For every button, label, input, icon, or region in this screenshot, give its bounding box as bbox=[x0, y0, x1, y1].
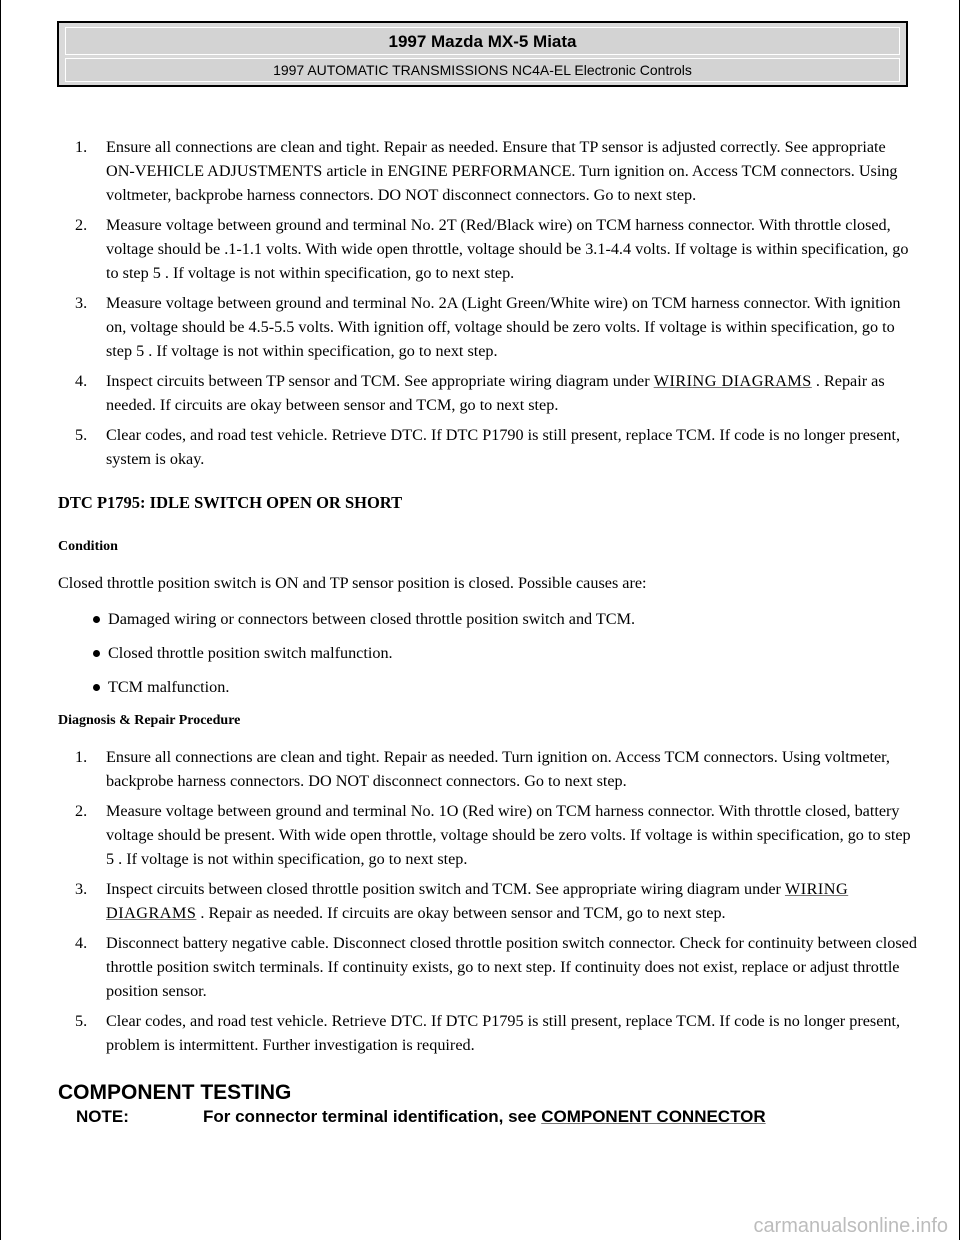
document-header bbox=[57, 21, 908, 87]
step-text: Disconnect battery negative cable. Disconnect closed throttle position switch connector. Check for continuity between closed throttle position switch terminals. If continuity exists, go to next step. If continuity does not exist, replace or adjust throttle position sensor. bbox=[106, 934, 917, 1000]
step-number: 2. bbox=[75, 216, 88, 234]
step-number: 4. bbox=[75, 934, 88, 952]
wiring-diagrams-link[interactable]: WIRING DIAGRAMS bbox=[106, 880, 849, 922]
note-box bbox=[58, 1105, 918, 1129]
list-item bbox=[58, 369, 918, 417]
step-text: Measure voltage between ground and terminal No. 2T (Red/Black wire) on TCM harness connector. With throttle closed, voltage should be .1-1.1 volts. With wide open throttle, voltage should be 3.1-4.4 volts. If voltage is within specification, go to step 5 . If voltage is not within specification, go to next step. bbox=[106, 216, 909, 282]
watermark-text: carmanualsonline.info bbox=[753, 1215, 948, 1237]
cause-text: Closed throttle position switch malfunction. bbox=[108, 644, 393, 662]
step-number: 3. bbox=[75, 880, 88, 898]
step-text: Clear codes, and road test vehicle. Retrieve DTC. If DTC P1795 is still present, replace TCM. If code is no longer present, problem is intermittent. Further investigation is required. bbox=[106, 1012, 901, 1054]
note-text: For connector terminal identification, see bbox=[203, 1107, 542, 1126]
list-item bbox=[58, 799, 918, 871]
component-connector-link[interactable]: COMPONENT CONNECTOR bbox=[541, 1107, 766, 1126]
step-number: 1. bbox=[75, 138, 88, 156]
note-label: NOTE: bbox=[76, 1107, 129, 1126]
bullet-icon bbox=[93, 650, 100, 657]
step-text: . Repair as needed. If circuits are okay between sensor and TCM, go to next step. bbox=[106, 372, 885, 414]
procedure-list-a bbox=[58, 135, 918, 471]
wiring-diagrams-link[interactable]: WIRING DIAGRAMS bbox=[653, 372, 812, 390]
step-number: 5. bbox=[75, 1012, 88, 1030]
step-text: Measure voltage between ground and terminal No. 2A (Light Green/White wire) on TCM harness connector. With ignition on, voltage should be 4.5-5.5 volts. With ignition off, voltage should be zero volts. If voltage is within specification, go to step 5 . If voltage is not within specification, go to next step. bbox=[106, 294, 901, 360]
step-text: . Repair as needed. If circuits are okay between sensor and TCM, go to next step. bbox=[196, 904, 726, 922]
step-number: 3. bbox=[75, 294, 88, 312]
header-subtitle: 1997 AUTOMATIC TRANSMISSIONS NC4A-EL Electronic Controls bbox=[65, 58, 900, 82]
list-item bbox=[58, 931, 918, 1003]
cause-text: Damaged wiring or connectors between closed throttle position switch and TCM. bbox=[108, 610, 636, 628]
dtc-heading: DTC P1795: IDLE SWITCH OPEN OR SHORT bbox=[58, 493, 403, 512]
step-text: Inspect circuits between closed throttle position switch and TCM. See appropriate wiring diagram under bbox=[106, 880, 785, 898]
document-body bbox=[58, 135, 918, 1107]
list-item bbox=[58, 607, 918, 631]
step-number: 4. bbox=[75, 372, 88, 390]
list-item bbox=[58, 135, 918, 207]
list-item bbox=[58, 675, 918, 699]
step-text: Clear codes, and road test vehicle. Retrieve DTC. If DTC P1790 is still present, replace TCM. If code is no longer present, system is okay. bbox=[106, 426, 901, 468]
list-item bbox=[58, 641, 918, 665]
step-number: 1. bbox=[75, 748, 88, 766]
header-title: 1997 Mazda MX-5 Miata bbox=[65, 27, 900, 55]
list-item bbox=[58, 877, 918, 925]
step-number: 5. bbox=[75, 426, 88, 444]
procedure-list-b bbox=[58, 745, 918, 1057]
step-text: Inspect circuits between TP sensor and TCM. See appropriate wiring diagram under bbox=[106, 372, 654, 390]
list-item bbox=[58, 1009, 918, 1057]
bullet-icon bbox=[93, 684, 100, 691]
cause-text: TCM malfunction. bbox=[108, 678, 230, 696]
diagnosis-heading: Diagnosis & Repair Procedure bbox=[58, 713, 241, 728]
step-text: Ensure all connections are clean and tight. Repair as needed. Turn ignition on. Access TCM connectors. Using voltmeter, backprobe harness connectors. DO NOT disconnect connectors. Go to next step. bbox=[106, 748, 890, 790]
step-text: Ensure all connections are clean and tight. Repair as needed. Ensure that TP sensor is adjusted correctly. See appropriate ON-VEHICLE ADJUSTMENTS article in ENGINE PERFORMANCE. Turn ignition on. Access TCM connectors. Using voltmeter, backprobe harness connectors. DO NOT disconnect connectors. Go to next step. bbox=[106, 138, 898, 204]
step-text: Measure voltage between ground and terminal No. 1O (Red wire) on TCM harness connector. With throttle closed, battery voltage should be present. With wide open throttle, voltage should be zero volts. If voltage is within specification, go to step 5 . If voltage is not within specification, go to next step. bbox=[106, 802, 911, 868]
condition-heading: Condition bbox=[58, 539, 118, 554]
section-heading: COMPONENT TESTING bbox=[58, 1081, 292, 1104]
bullet-icon bbox=[93, 616, 100, 623]
list-item bbox=[58, 745, 918, 793]
list-item bbox=[58, 213, 918, 285]
list-item bbox=[58, 291, 918, 363]
list-item bbox=[58, 423, 918, 471]
step-number: 2. bbox=[75, 802, 88, 820]
causes-list bbox=[58, 607, 918, 699]
condition-text: Closed throttle position switch is ON and TP sensor position is closed. Possible causes are: bbox=[58, 574, 647, 592]
